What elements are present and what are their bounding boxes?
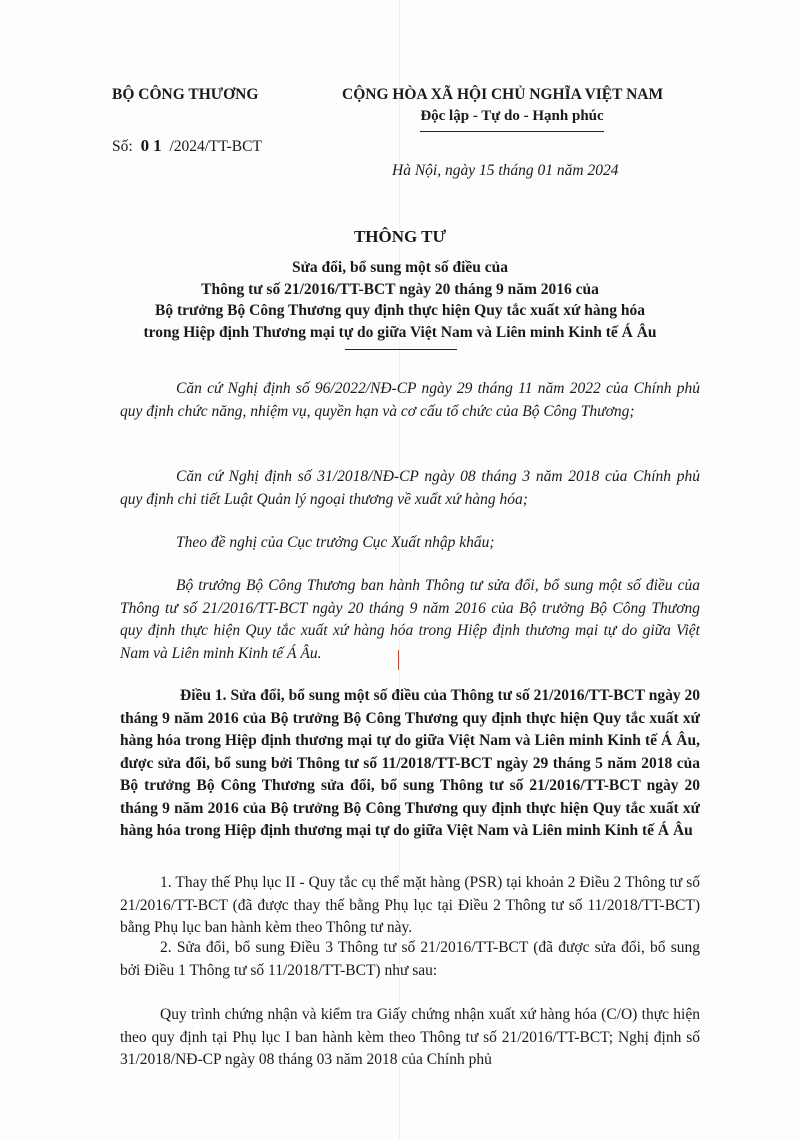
preamble-basis-2: Căn cứ Nghị định số 31/2018/NĐ-CP ngày 08 tháng 3 năm 2018 của Chính phủ quy định chi tiết Luật Quản lý ngoại thương về xuất xứ hàng hóa; (120, 468, 700, 508)
article-1-item-2-text: Quy trình chứng nhận và kiểm tra Giấy chứng nhận xuất xứ hàng hóa (C/O) thực hiện theo quy định tại Phụ lục I ban hành kèm theo Thông tư số 21/2016/TT-BCT; Nghị định số 31/2018/NĐ-CP ngày 08 tháng 03 năm 2018 của Chính phủ (120, 1006, 700, 1068)
article-1-item-1: 1. Thay thế Phụ lục II - Quy tắc cụ thể mặt hàng (PSR) tại khoản 2 Điều 2 Thông tư số 21/2016/TT-BCT (đã được thay thế bằng Phụ lục tại Điều 2 Thông tư số 11/2018/TT-BCT) bằng Phụ lục ban hành kèm theo Thông tư này. (120, 874, 700, 936)
number-suffix: /2024/TT-BCT (169, 138, 262, 155)
title-divider (345, 349, 457, 350)
ink-mark (398, 650, 399, 670)
country-name: CỘNG HÒA XÃ HỘI CHỦ NGHĨA VIỆT NAM (342, 86, 664, 103)
preamble-proposal: Theo đề nghị của Cục trưởng Cục Xuất nhập khẩu; (176, 534, 495, 551)
subtitle-line: Sửa đổi, bổ sung một số điều của (291, 259, 509, 276)
ministry-name: BỘ CÔNG THƯƠNG (112, 86, 259, 103)
motto-underline (420, 131, 604, 132)
national-motto: Độc lập - Tự do - Hạnh phúc (420, 108, 604, 124)
date-line: Hà Nội, ngày 15 tháng 01 năm 2024 (392, 162, 619, 179)
article-1-heading: Điều 1. Sửa đổi, bổ sung một số điều của Thông tư số 21/2016/TT-BCT ngày 20 tháng 9 năm 2016 của Bộ trưởng Bộ Công Thương quy định thực hiện Quy tắc xuất xứ hàng hóa trong Hiệp định thương mại tự do giữa Việt Nam và Liên minh Kinh tế Á Âu, được sửa đổi, bổ sung bởi Thông tư số 11/2018/TT-BCT ngày 29 tháng 5 năm 2018 của Bộ trưởng Bộ Công Thương sửa đổi, bổ sung Thông tư số 21/2016/TT-BCT ngày 20 tháng 9 năm 2016 của Bộ trưởng Bộ Công Thương quy định thực hiện Quy tắc xuất xứ hàng hóa trong Hiệp định thương mại tự do giữa Việt Nam và Liên minh Kinh tế Á Âu (120, 687, 700, 839)
subtitle-line: trong Hiệp định Thương mại tự do giữa Việt Nam và Liên minh Kinh tế Á Âu (143, 323, 657, 341)
document-number (112, 136, 262, 156)
article-1-item-2: 2. Sửa đổi, bổ sung Điều 3 Thông tư số 21/2016/TT-BCT (đã được sửa đổi, bổ sung bởi Điều 1 Thông tư số 11/2018/TT-BCT) như sau: (120, 939, 700, 979)
preamble-basis-1: Căn cứ Nghị định số 96/2022/NĐ-CP ngày 29 tháng 11 năm 2022 của Chính phủ quy định chức năng, nhiệm vụ, quyền hạn và cơ cấu tổ chức của Bộ Công Thương; (120, 380, 700, 420)
document-subtitle (0, 257, 800, 343)
subtitle-line: Thông tư số 21/2016/TT-BCT ngày 20 tháng 9 năm 2016 của (201, 280, 599, 298)
number-prefix: Số: (112, 138, 133, 155)
document-type-title: THÔNG TƯ (353, 227, 447, 246)
preamble-enactment: Bộ trưởng Bộ Công Thương ban hành Thông tư sửa đổi, bổ sung một số điều của Thông tư số 21/2016/TT-BCT ngày 20 tháng 9 năm 2016 của Bộ trưởng Bộ Công Thương quy định thực hiện Quy tắc xuất xứ hàng hóa trong Hiệp định thương mại tự do giữa Việt Nam và Liên minh Kinh tế Á Âu. (120, 577, 700, 662)
subtitle-line: Bộ trưởng Bộ Công Thương quy định thực hiện Quy tắc xuất xứ hàng hóa (155, 302, 645, 319)
number-value: 01 (140, 136, 166, 155)
